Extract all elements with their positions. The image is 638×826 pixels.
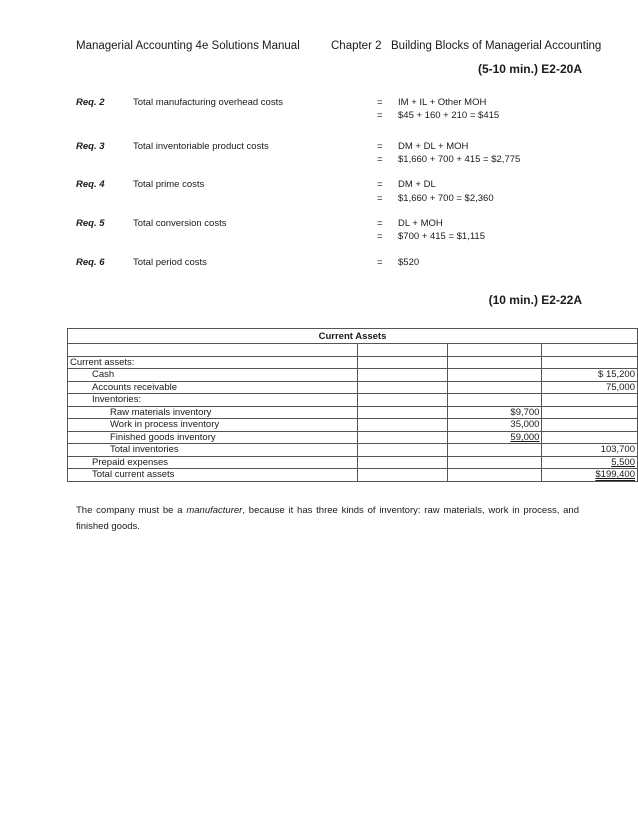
req-description: Total prime costs <box>133 179 205 190</box>
header-manual-title: Managerial Accounting 4e Solutions Manual <box>76 40 300 52</box>
req-label: Req. 4 <box>76 179 105 190</box>
total-inventories-value: 103,700 <box>542 444 638 457</box>
req-description: Total period costs <box>133 257 207 268</box>
finished-goods-label: Finished goods inventory <box>68 431 358 444</box>
prepaid-label: Prepaid expenses <box>68 456 358 469</box>
formula-result: $520 <box>398 257 420 268</box>
formula-result: $1,660 + 700 + 415 = $2,775 <box>398 154 521 165</box>
req-description: Total conversion costs <box>133 218 227 229</box>
formula: DM + DL + MOH <box>398 141 469 152</box>
formula: DM + DL <box>398 179 436 190</box>
section-title-e2-20a: (5-10 min.) E2-20A <box>477 62 582 76</box>
receivable-value: 75,000 <box>542 381 638 394</box>
table-row <box>68 419 638 432</box>
table-row <box>68 469 638 482</box>
equals-sign: = <box>377 231 383 242</box>
table-row <box>68 444 638 457</box>
raw-materials-value: $9,700 <box>448 406 542 419</box>
req-label: Req. 6 <box>76 257 105 268</box>
emphasis-manufacturer: manufacturer <box>186 505 243 516</box>
req-description: Total manufacturing overhead costs <box>133 97 283 108</box>
table-header-row <box>68 329 638 344</box>
formula-result: $45 + 160 + 210 = $415 <box>398 110 500 121</box>
table-row <box>68 456 638 469</box>
req-label: Req. 5 <box>76 218 105 229</box>
table-row <box>68 381 638 394</box>
total-current-assets-label: Total current assets <box>68 469 358 482</box>
header-chapter: Chapter 2 <box>331 40 382 52</box>
equals-sign: = <box>377 110 383 121</box>
cash-label: Cash <box>68 369 358 382</box>
table-row <box>68 369 638 382</box>
table-row <box>68 406 638 419</box>
current-assets-label: Current assets: <box>68 356 358 369</box>
wip-label: Work in process inventory <box>68 419 358 432</box>
total-inventories-label: Total inventories <box>68 444 358 457</box>
total-current-assets-value: $199,400 <box>595 469 635 481</box>
finished-goods-value: 59,000 <box>510 431 540 443</box>
raw-materials-label: Raw materials inventory <box>68 406 358 419</box>
req-description: Total inventoriable product costs <box>133 141 269 152</box>
formula-result: $1,660 + 700 = $2,360 <box>398 193 494 204</box>
cash-value: $ 15,200 <box>542 369 638 382</box>
formula: IM + IL + Other MOH <box>398 97 487 108</box>
current-assets-table <box>67 328 638 482</box>
table-row <box>68 431 638 444</box>
table-row <box>68 356 638 369</box>
equals-sign: = <box>377 97 383 108</box>
equals-sign: = <box>377 257 383 268</box>
header-chapter-title: Building Blocks of Managerial Accounting <box>391 40 602 52</box>
conclusion-paragraph: The company must be a manufacturer, because it has three kinds of inventory: raw materials, work in process, and finished goods. <box>76 505 579 532</box>
req-label: Req. 2 <box>76 97 105 108</box>
equals-sign: = <box>377 193 383 204</box>
formula-result: $700 + 415 = $1,115 <box>398 231 485 242</box>
inventories-label: Inventories: <box>68 394 358 407</box>
equals-sign: = <box>377 218 383 229</box>
equals-sign: = <box>377 179 383 190</box>
equals-sign: = <box>377 141 383 152</box>
wip-value: 35,000 <box>448 419 542 432</box>
equals-sign: = <box>377 154 383 165</box>
table-row-blank <box>68 344 638 357</box>
section-title-e2-22a: (10 min.) E2-22A <box>488 293 582 307</box>
req-label: Req. 3 <box>76 141 105 152</box>
prepaid-value: 5,500 <box>611 456 635 468</box>
table-heading: Current Assets <box>68 329 638 344</box>
receivable-label: Accounts receivable <box>68 381 358 394</box>
table-row <box>68 394 638 407</box>
formula: DL + MOH <box>398 218 443 229</box>
